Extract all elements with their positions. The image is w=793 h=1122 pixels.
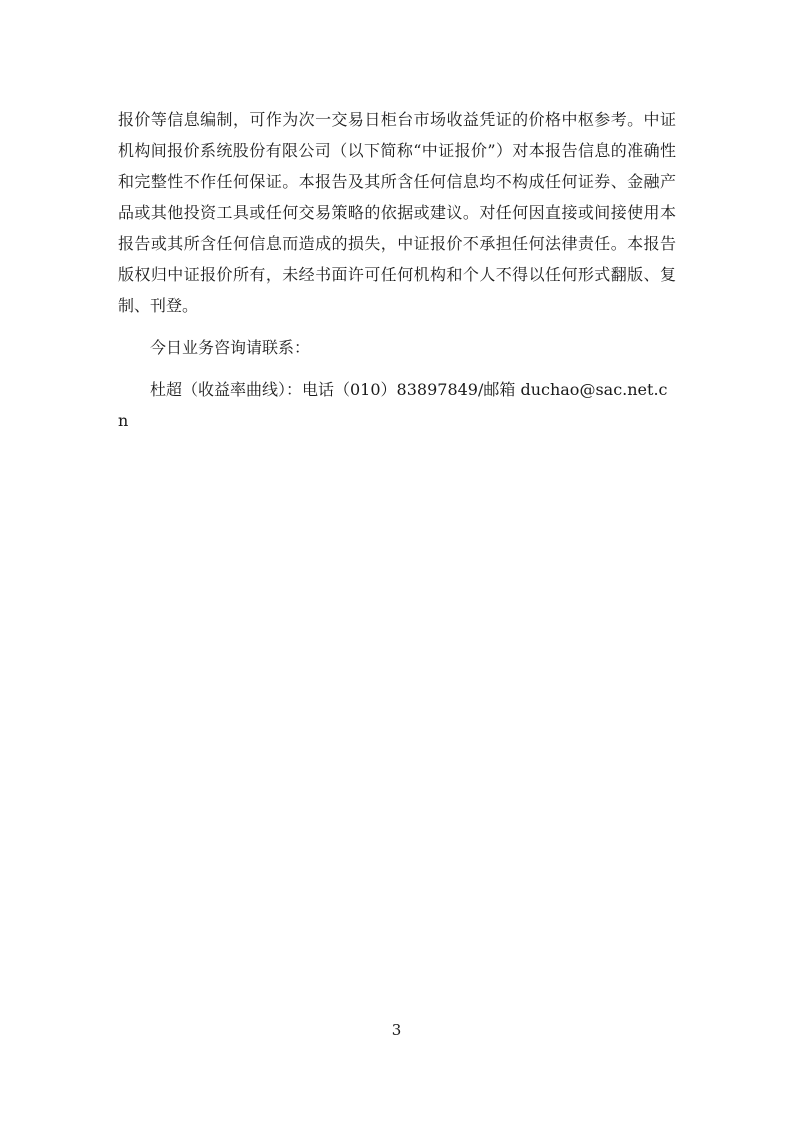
paragraph-contact-intro: 今日业务咨询请联系： — [150, 338, 311, 357]
paragraph-contact-detail: 杜超（收益率曲线）：电话（010）83897849/邮箱 duchao@sac.net.cn — [118, 380, 668, 430]
paragraph-disclaimer: 报价等信息编制，可作为次一交易日柜台市场收益凭证的价格中枢参考。中证机构间报价系统股份有限公司（以下简称“中证报价”）对本报告信息的准确性和完整性不作任何保证。本报告及其所含任何信息均不构成任何证券、金融产品或其他投资工具或任何交易策略的依据或建议。对任何因直接或间接使用本报告或其所含任何信息而造成的损失，中证报价不承担任何法律责任。本报告版权归中证报价所有，未经书面许可任何机构和个人不得以任何形式翻版、复制、刊登。 — [118, 110, 676, 315]
document-body — [118, 104, 676, 447]
page-number: 3 — [391, 1021, 402, 1039]
